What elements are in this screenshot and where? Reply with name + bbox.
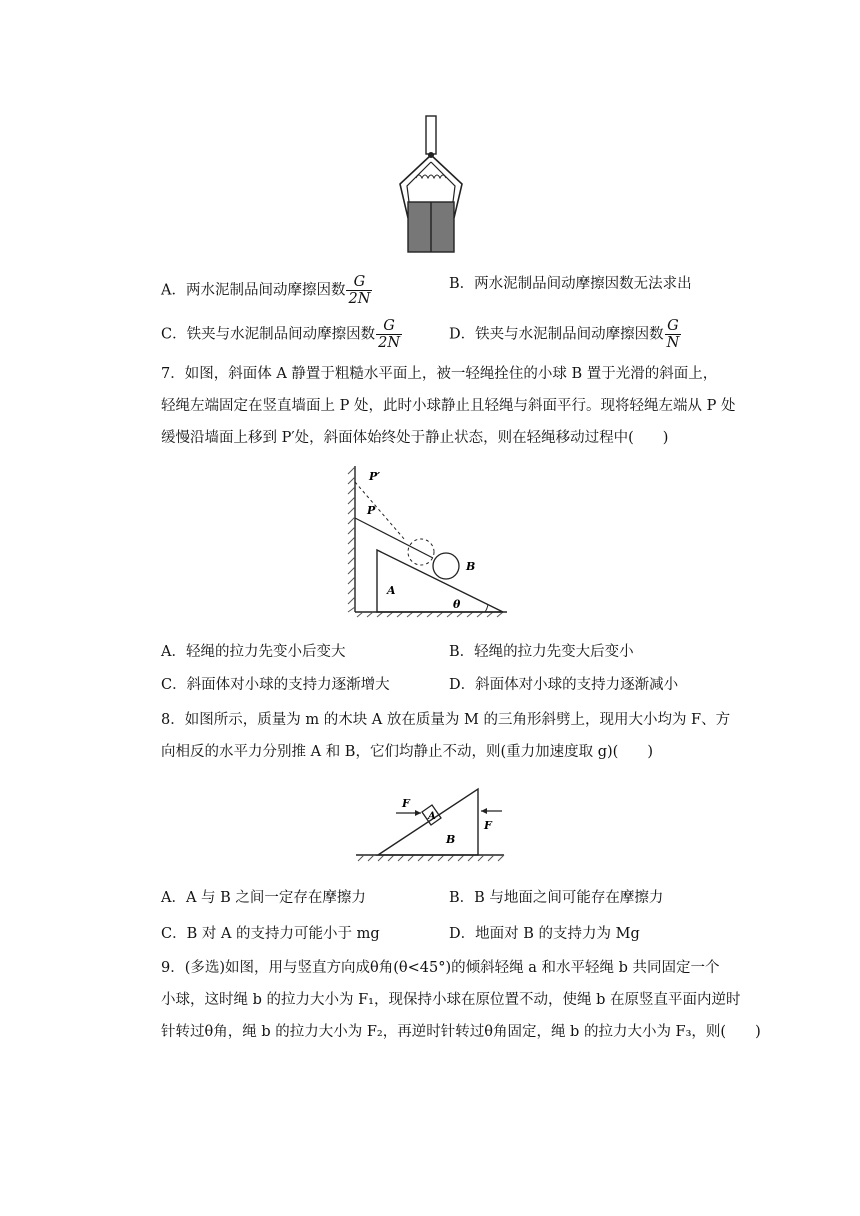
label-theta: θ: [453, 598, 461, 611]
incline-ball-figure: [345, 462, 515, 622]
q6-option-b[interactable]: [449, 274, 692, 294]
q8-option-b[interactable]: B．B 与地面之间可能存在摩擦力: [449, 890, 664, 906]
q6-option-a-text: A．两水泥制品间动摩擦因数: [161, 282, 346, 299]
q8-stem-line-1: 8．如图所示，质量为 m 的木块 A 放在质量为 M 的三角形斜劈上，现用大小均为 F、方: [161, 712, 731, 728]
q9-stem-line-2: 小球，这时绳 b 的拉力大小为 F₁，现保持小球在原位置不动，使绳 b 在原竖直平面内逆时: [161, 992, 741, 1008]
q6-option-d-fraction: $\frac{G}{N}$: [666, 318, 680, 351]
label-p-prime: P′: [369, 470, 381, 483]
q8-stem-line-2: 向相反的水平力分别推 A 和 B，它们均静止不动，则(重力加速度取 g)( ): [161, 744, 653, 760]
q8-option-d[interactable]: D．地面对 B 的支持力为 Mg: [449, 926, 640, 942]
q6-option-c[interactable]: [161, 318, 402, 351]
q7-stem-line-2: 轻绳左端固定在竖直墙面上 P 处，此时小球静止且轻绳与斜面平行。现将轻绳左端从 P 处: [161, 398, 736, 414]
q9-stem-line-1: 9．(多选)如图，用与竖直方向成θ角(θ<45°)的倾斜轻绳 a 和水平轻绳 b 共同固定一个: [161, 960, 720, 976]
q7-option-a[interactable]: A．轻绳的拉力先变小后变大: [161, 644, 346, 660]
q6-option-b-text: B．两水泥制品间动摩擦因数无法求出: [449, 276, 692, 292]
q9-stem-line-3: 针转过θ角，绳 b 的拉力大小为 F₂，再逆时针转过θ角固定，绳 b 的拉力大小为 F₃，则( ): [161, 1024, 761, 1040]
q6-option-a[interactable]: [161, 274, 372, 307]
label-a: A: [387, 584, 396, 597]
q7-option-d[interactable]: D．斜面体对小球的支持力逐渐减小: [449, 677, 679, 693]
label-f-left: F: [402, 797, 410, 810]
clamp-figure: [380, 110, 480, 260]
q6-option-a-fraction: $\frac{G}{2N}$: [348, 274, 371, 307]
q6-option-d-text: D．铁夹与水泥制品间动摩擦因数: [449, 326, 664, 343]
q6-option-d[interactable]: [449, 318, 681, 351]
q6-option-c-fraction: $\frac{G}{2N}$: [378, 318, 401, 351]
label-p: P: [367, 504, 376, 517]
q8-option-c[interactable]: C．B 对 A 的支持力可能小于 mg: [161, 926, 380, 942]
q7-option-b[interactable]: B．轻绳的拉力先变大后变小: [449, 644, 634, 660]
label-f-right: F: [484, 819, 492, 832]
q7-stem-line-1: 7．如图，斜面体 A 静置于粗糙水平面上，被一轻绳拴住的小球 B 置于光滑的斜面上，: [161, 366, 718, 382]
q7-stem-line-3: 缓慢沿墙面上移到 P′处，斜面体始终处于静止状态，则在轻绳移动过程中( ): [161, 430, 669, 446]
wedge-block-figure: [352, 785, 512, 865]
label-a: A: [428, 811, 436, 822]
q6-option-c-text: C．铁夹与水泥制品间动摩擦因数: [161, 326, 376, 343]
q7-option-c[interactable]: C．斜面体对小球的支持力逐渐增大: [161, 677, 390, 693]
label-b: B: [466, 560, 476, 573]
q8-option-a[interactable]: A．A 与 B 之间一定存在摩擦力: [161, 890, 366, 906]
label-b: B: [446, 833, 456, 846]
